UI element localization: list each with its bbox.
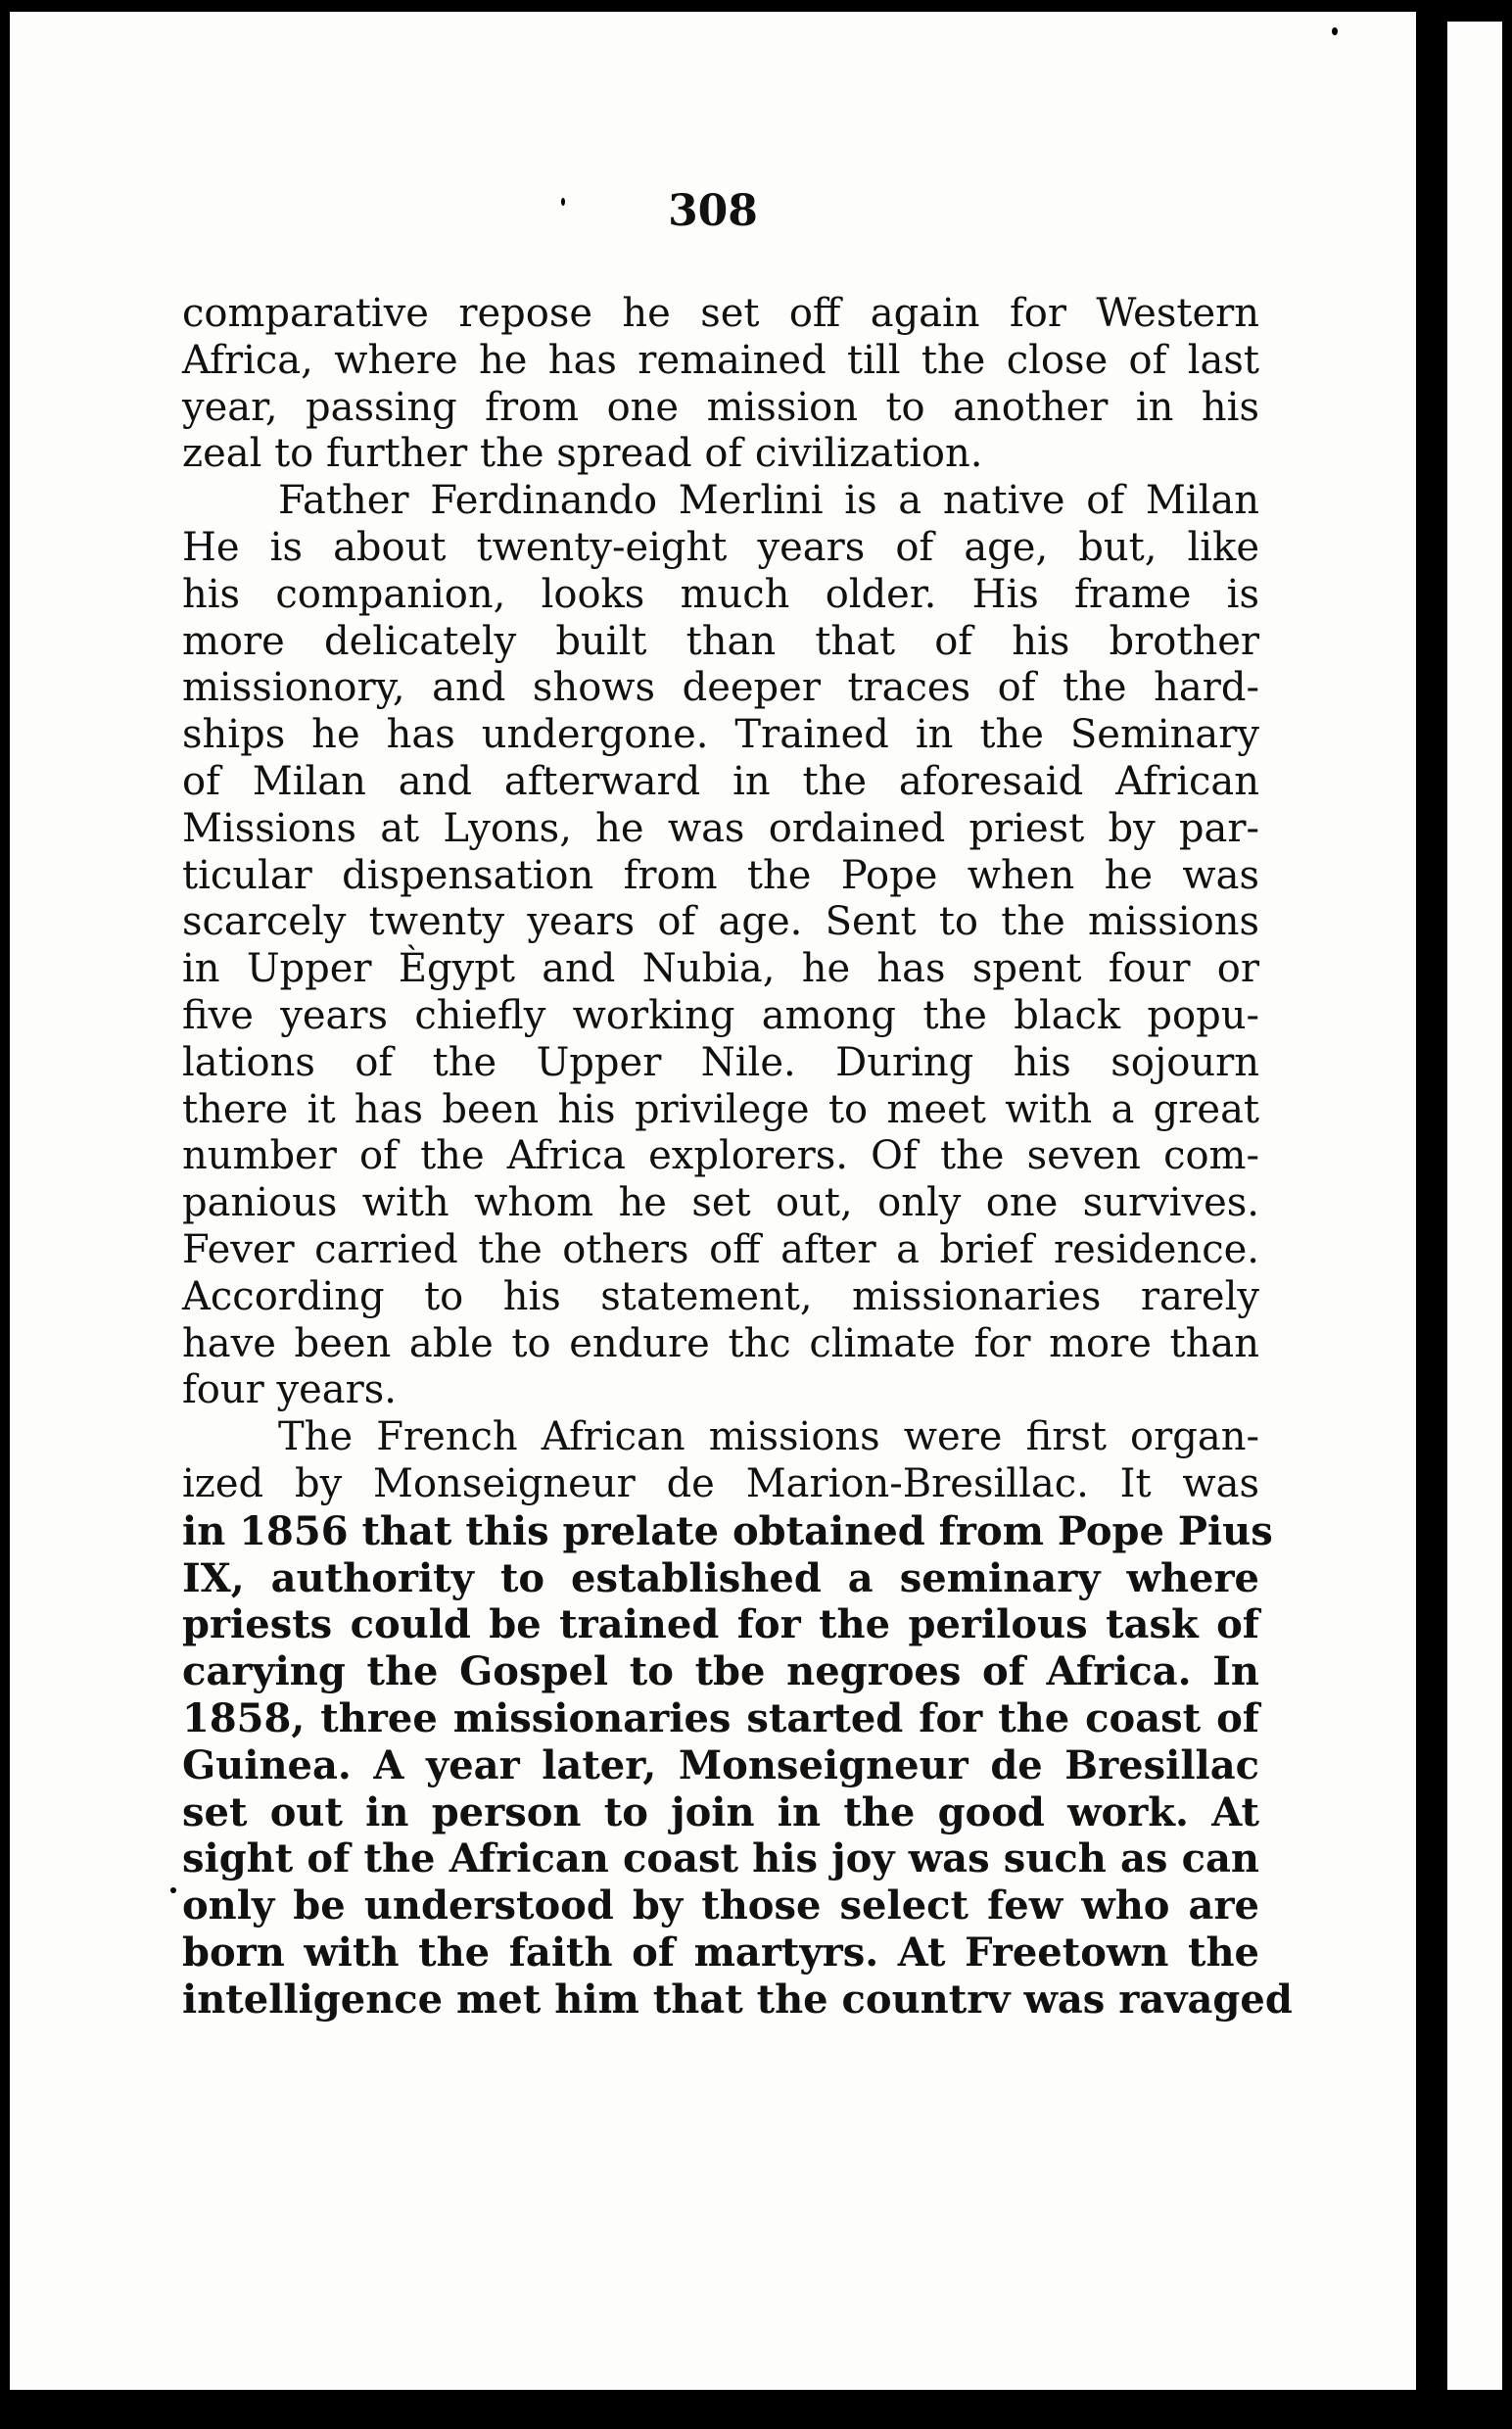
text-line: comparative repose he set off again for Western [182, 291, 1259, 336]
text-line: scarcely twenty years of age. Sent to the missions [182, 899, 1259, 945]
paragraph-first-line: Father Ferdinando Merlini is a native of Milan [278, 478, 1259, 524]
text-line: ticular dispensation from the Pope when he was [182, 852, 1259, 898]
text-line: Africa, where he has remained till the close of last [182, 337, 1259, 383]
text-line: his companion, looks much older. His frame is [182, 571, 1259, 617]
text-line: born with the faith of martyrs. At Freetown the [182, 1929, 1259, 1976]
text-line: number of the Africa explorers. Of the seven com- [182, 1133, 1259, 1179]
text-line: zeal to further the spread of civilization. [182, 431, 983, 477]
text-line: in 1856 that this prelate obtained from Pope Pius [182, 1507, 1273, 1554]
text-line: there it has been his privilege to meet with a great [182, 1086, 1259, 1132]
text-line: only be understood by those select few who are [182, 1882, 1259, 1929]
adjacent-page-edge [1447, 22, 1502, 2390]
text-line: have been able to endure thc climate for more than [182, 1320, 1259, 1366]
text-line: ized by Monseigneur de Marion-Bresillac. It was [182, 1460, 1259, 1506]
text-line: He is about twenty-eight years of age, but, like [182, 524, 1259, 570]
ink-speck [1332, 27, 1338, 35]
text-line: sight of the African coast his joy was such as can [182, 1835, 1259, 1882]
body-text [182, 291, 1293, 2023]
text-line: in Upper Ègypt and Nubia, he has spent four or [182, 946, 1259, 992]
ink-speck [561, 198, 565, 206]
text-line: carying the Gospel to tbe negroes of Africa. In [182, 1648, 1259, 1695]
text-line: four years. [182, 1367, 397, 1413]
text-line: Guinea. A year later, Monseigneur de Bresillac [182, 1741, 1259, 1788]
text-line: Missions at Lyons, he was ordained priest by par- [182, 805, 1259, 851]
text-line: Fever carried the others off after a brief residence. [182, 1226, 1259, 1272]
text-line: panious with whom he set out, only one survives. [182, 1180, 1259, 1226]
text-line: of Milan and afterward in the aforesaid African [182, 758, 1259, 804]
text-line: missionory, and shows deeper traces of the hard- [182, 665, 1259, 711]
paragraph-first-line: The French African missions were first organ- [278, 1414, 1259, 1460]
text-line: more delicately built than that of his brother [182, 618, 1259, 664]
text-line: IX, authority to established a seminary where [182, 1554, 1259, 1601]
text-line: 1858, three missionaries started for the coast of [182, 1694, 1259, 1741]
text-line: five years chiefly working among the black popu- [182, 992, 1259, 1038]
text-line: year, passing from one mission to another in his [182, 384, 1259, 430]
text-line: ships he has undergone. Trained in the Seminary [182, 712, 1259, 758]
ink-speck [170, 1887, 176, 1893]
text-line: set out in person to join in the good work. At [182, 1788, 1259, 1835]
text-line: According to his statement, missionaries rarely [182, 1273, 1259, 1319]
text-line: intelligence met him that the countrv was ravaged [182, 1976, 1293, 2023]
page-number: 308 [668, 186, 758, 236]
text-line: priests could be trained for the perilous task of [182, 1601, 1259, 1648]
book-page [10, 12, 1416, 2390]
text-line: lations of the Upper Nile. During his sojourn [182, 1039, 1259, 1085]
